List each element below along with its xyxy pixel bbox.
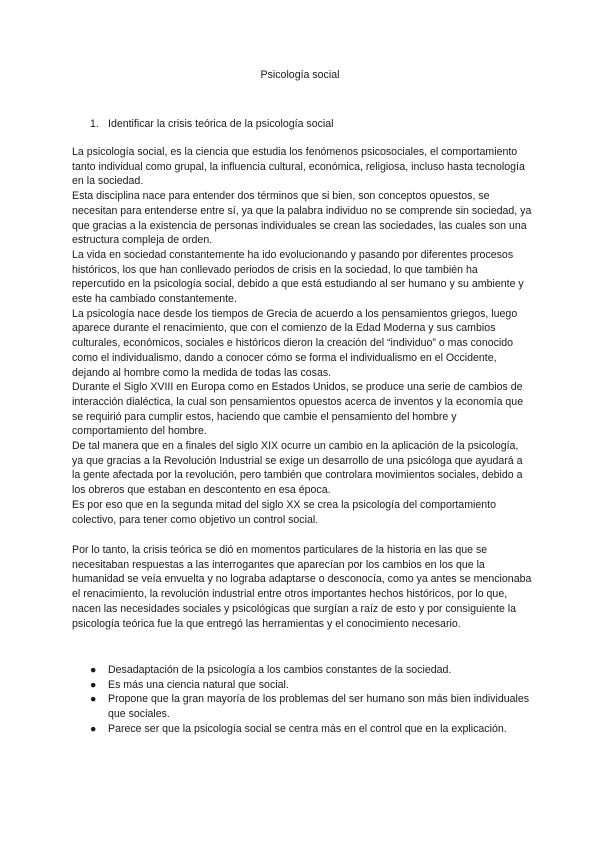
- bullet-list: [90, 663, 540, 737]
- conclusion-paragraph: Por lo tanto, la crisis teórica se dió en momentos particulares de la historia en las que se necesitaban respuestas a las interrogantes que aparecían por los cambios en los que la humanidad se veía envuelta y no lograba adaptarse o desconocía, como ya antes se mencionaba el renacimiento, la revolución industrial entre otros importantes hechos históricos, por lo que, nacen las necesidades sociales y psicológicas que surgían a raíz de esto y por consiguiente la psicología teórica fue la que entregó las herramientas y el conocimiento necesario.: [72, 544, 532, 630]
- bullet-icon: ●: [90, 664, 97, 676]
- paragraph: Es por eso que en la segunda mitad del siglo XX se crea la psicología del comportamiento colectivo, para tener como objetivo un control social.: [72, 498, 496, 526]
- document-title: Psicología social: [260, 69, 340, 81]
- bullet-text: Parece ser que la psicología social se centra más en el control que en la explicación.: [108, 722, 507, 735]
- paragraph: Durante el Siglo XVIII en Europa como en Estados Unidos, se produce una serie de cambios de interacción dialéctica, la cual son pensamientos opuestos acerca de inventos y la economía que se requirió para cumplir estos, haciendo que cambie el pensamiento del hombre y comportamiento del hombre.: [72, 381, 524, 438]
- bullet-icon: ●: [90, 678, 97, 691]
- bullet-icon: ●: [90, 693, 97, 706]
- bullet-text: Desadaptación de la psicología a los cambios constantes de la sociedad.: [108, 664, 452, 676]
- bullet-text: Es más una ciencia natural que social.: [108, 678, 289, 691]
- bullet-icon: ●: [90, 722, 97, 735]
- paragraph: La psicología nace desde los tiempos de Grecia de acuerdo a los pensamientos griegos, luego aparece durante el renacimiento, que con el comienzo de la Edad Moderna y sus cambios culturales, económicos, sociales e históricos dieron la creación del “individuo” o mas conocido como el individualismo, dando a conocer cómo se forma el individualismo en el Occidente, dejando al hombre como la medida de todas las cosas.: [72, 307, 518, 379]
- paragraph: Esta disciplina nace para entender dos términos que si bien, son conceptos opuestos, se necesitan para entenderse entre sí, ya que la palabra individuo no se comprende sin sociedad, ya que gracias a la existencia de personas individuales se crean las sociedades, las cuales son una estructura compleja de orden.: [72, 190, 532, 247]
- list-item: [90, 692, 540, 721]
- numbered-heading: [90, 117, 334, 132]
- list-item: [90, 722, 540, 737]
- list-number: 1.: [90, 118, 99, 130]
- list-item: [90, 678, 540, 693]
- paragraph: La psicología social, es la ciencia que estudia los fenómenos psicosociales, el comportamiento tanto individual como grupal, la influencia cultural, económica, religiosa, incluso hasta tecnología en la sociedad.: [72, 146, 525, 188]
- paragraph: La vida en sociedad constantemente ha ido evolucionando y pasando por diferentes procesos históricos, los que han conllevado periodos de crisis en la sociedad, lo que también ha repercutido en la psicología social, debido a que está estudiando al ser humano y su ambiente y este ha cambiado constantemente.: [72, 248, 524, 306]
- body-paragraphs: [72, 145, 532, 527]
- numbered-heading-text: Identificar la crisis teórica de la psicología social: [108, 118, 334, 130]
- paragraph: De tal manera que en a finales del siglo XIX ocurre un cambio en la aplicación de la psicología, ya que gracias a la Revolución Industrial se exige un desarrollo de una psicóloga que ayudará a la gente afectada por la revolución, pero también que controlara movimientos sociales, debido a los obreros que estaban en descontento en esa época.: [72, 440, 523, 497]
- list-item: [90, 663, 540, 678]
- bullet-text: Propone que la gran mayoría de los problemas del ser humano son más bien individuales que sociales.: [108, 693, 530, 721]
